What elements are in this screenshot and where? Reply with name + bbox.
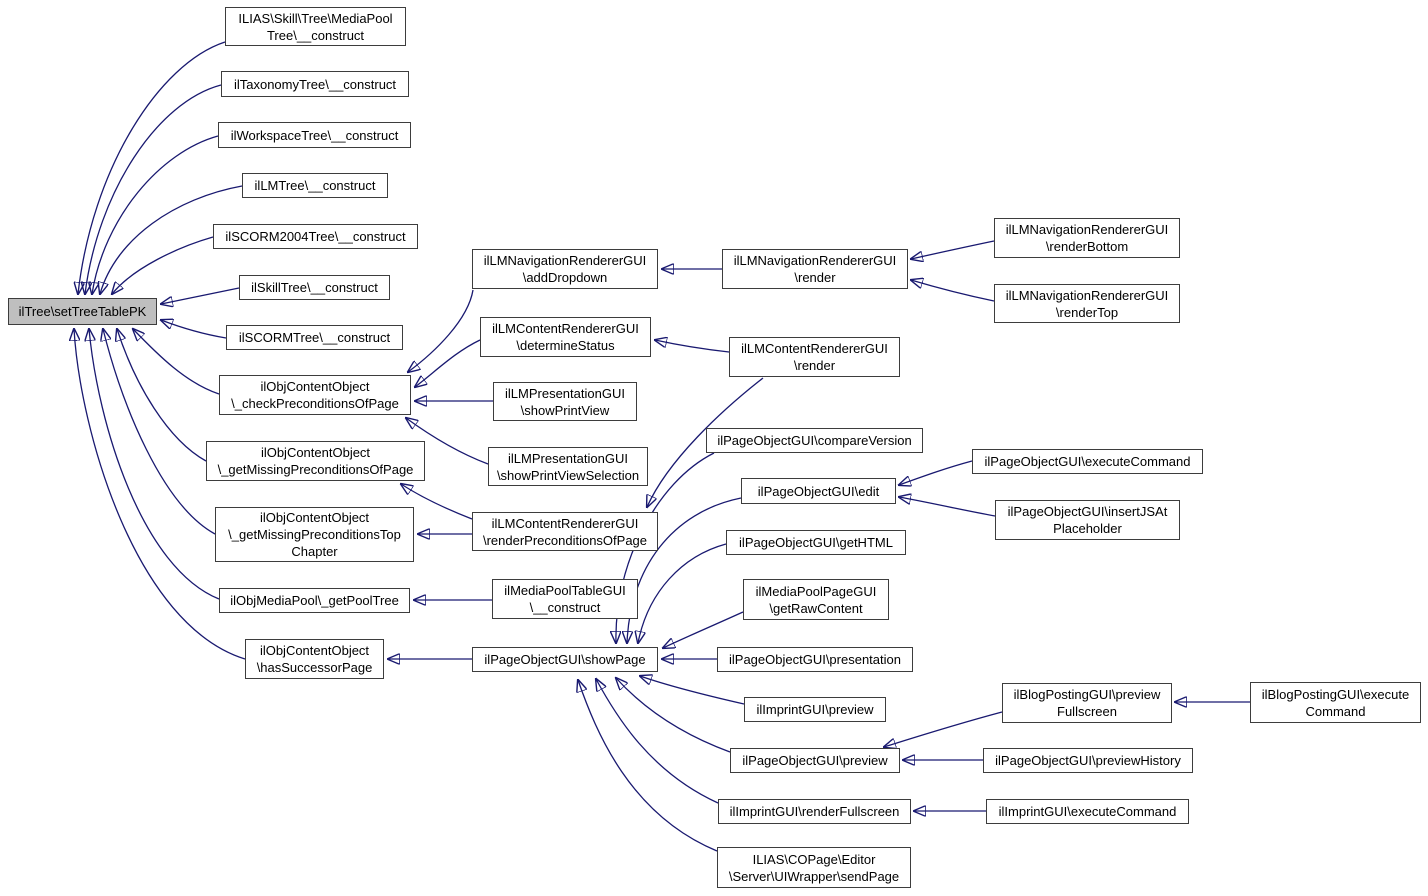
node-scorm2004-tree-construct[interactable]: [213, 224, 418, 249]
node-page-execute-command[interactable]: [972, 449, 1203, 474]
node-label-line: ilLMContentRendererGUI: [741, 341, 888, 356]
edge-get-missing-preconditions-of-page-to-root: [117, 329, 206, 461]
node-imprint-execute-command[interactable]: [986, 799, 1189, 824]
edge-page-execute-command-to-edit: [899, 461, 972, 485]
node-label-line: ilObjContentObject: [260, 445, 371, 460]
node-label-line: ilSCORM2004Tree\__construct: [225, 229, 406, 244]
node-media-pool-table-construct[interactable]: [492, 579, 638, 619]
node-label-line: ilPageObjectGUI\showPage: [484, 652, 646, 667]
node-label-line: ilSCORMTree\__construct: [238, 330, 391, 345]
node-label-line: ilLMContentRendererGUI: [492, 321, 639, 336]
node-label-line: ilImprintGUI\preview: [756, 702, 874, 717]
node-label-line: ilLMNavigationRendererGUI: [733, 253, 897, 268]
edge-taxonomy-tree-construct-to-root: [85, 85, 221, 294]
node-label-line: ilTree\setTreeTablePK: [18, 304, 147, 319]
node-get-missing-preconditions-top-chapter[interactable]: [215, 507, 414, 562]
node-label-line: \getRawContent: [769, 600, 863, 616]
node-label-line: ilPageObjectGUI\preview: [742, 753, 888, 768]
edge-imprint-preview-to-show-page: [640, 676, 744, 704]
node-label-line: ilImprintGUI\renderFullscreen: [729, 804, 900, 819]
node-scorm-tree-construct[interactable]: [226, 325, 403, 350]
edge-send-page-to-show-page: [578, 680, 717, 851]
node-label-line: ilPageObjectGUI\edit: [757, 483, 880, 499]
edge-page-preview-to-show-page: [616, 678, 730, 752]
node-label-line: Fullscreen: [1057, 704, 1117, 719]
node-label-line: ilPageObjectGUI\compareVersion: [717, 433, 912, 448]
node-label-line: ilMediaPoolPageGUI: [755, 583, 877, 599]
node-label-line: \showPrintViewSelection: [496, 467, 640, 483]
node-label-line: ilLMNavigationRendererGUI: [1005, 287, 1169, 303]
node-lm-nav-render-top[interactable]: [994, 284, 1180, 323]
node-label-line: Placeholder: [1053, 521, 1122, 536]
node-label-line: \_getMissingPreconditionsTop: [228, 527, 401, 542]
node-label-line: \showPrintView: [520, 402, 610, 418]
node-label-line: ilLMPresentationGUI: [505, 385, 625, 401]
edge-lm-content-render-to-determine-status: [655, 340, 729, 352]
edge-get-raw-content-to-show-page: [663, 612, 743, 648]
node-label-line: \renderPreconditionsOfPage: [482, 532, 648, 548]
node-label-line: ilPageObjectGUI\insertJSAt: [1007, 504, 1168, 519]
node-compare-version[interactable]: [706, 428, 923, 453]
node-label-line: \render: [793, 358, 836, 373]
node-label-line: ilObjContentObject: [260, 379, 370, 394]
node-add-dropdown[interactable]: [472, 249, 658, 289]
node-label-line: ilWorkspaceTree\__construct: [230, 127, 399, 143]
node-imprint-render-fullscreen[interactable]: [718, 799, 911, 824]
node-presentation[interactable]: [717, 647, 913, 672]
edge-determine-status-to-check-preconditions-of-page: [415, 340, 480, 387]
node-label-line: \_checkPreconditionsOfPage: [231, 396, 399, 411]
node-blog-preview-fullscreen[interactable]: [1002, 683, 1172, 723]
node-label-line: ilMediaPoolTableGUI: [504, 583, 626, 598]
node-determine-status[interactable]: [480, 317, 651, 357]
node-label-line: Tree\__construct: [266, 27, 365, 43]
node-label-line: \renderBottom: [1045, 239, 1129, 254]
edge-lm-nav-render-top-to-lm-nav-render: [911, 280, 994, 301]
node-label-line: \__construct: [529, 600, 601, 615]
node-label-line: ilPageObjectGUI\executeCommand: [984, 454, 1191, 469]
node-label-line: \addDropdown: [522, 270, 608, 285]
edge-skill-tree-construct-to-root: [161, 288, 239, 304]
node-preview-history[interactable]: [983, 748, 1193, 773]
node-label-line: ilBlogPostingGUI\execute: [1261, 686, 1410, 702]
node-label-line: ilBlogPostingGUI\preview: [1013, 687, 1161, 702]
node-label-line: \renderTop: [1055, 304, 1119, 320]
node-get-missing-preconditions-of-page[interactable]: [206, 441, 425, 481]
node-label-line: ilImprintGUI\executeCommand: [998, 804, 1177, 819]
node-label-line: ilObjMediaPool\_getPoolTree: [230, 593, 399, 608]
node-label-line: ilLMPresentationGUI: [508, 450, 628, 466]
edge-workspace-tree-construct-to-root: [92, 136, 218, 294]
edge-check-preconditions-of-page-to-root: [133, 329, 219, 394]
node-page-preview[interactable]: [730, 748, 900, 773]
node-get-pool-tree[interactable]: [219, 588, 410, 613]
edge-get-missing-preconditions-top-chapter-to-root: [103, 329, 215, 534]
node-label-line: ilPageObjectGUI\previewHistory: [995, 753, 1181, 768]
node-show-print-view[interactable]: [493, 382, 637, 421]
edge-lm-nav-render-bottom-to-lm-nav-render: [911, 241, 994, 259]
node-skill-tree-construct[interactable]: [239, 275, 390, 300]
node-label-line: ILIAS\Skill\Tree\MediaPool: [238, 10, 393, 26]
node-send-page[interactable]: [717, 847, 911, 888]
node-label-line: \determineStatus: [516, 338, 615, 353]
node-lm-nav-render[interactable]: [722, 249, 908, 289]
node-label-line: ilObjContentObject: [259, 510, 370, 525]
node-get-html[interactable]: [726, 530, 906, 555]
node-taxonomy-tree-construct[interactable]: [221, 71, 409, 97]
edge-add-dropdown-to-check-preconditions-of-page: [408, 290, 473, 372]
node-root: [8, 298, 157, 325]
node-label-line: ilPageObjectGUI\getHTML: [739, 535, 893, 550]
node-lm-tree-construct[interactable]: [242, 173, 388, 198]
node-imprint-preview[interactable]: [744, 697, 886, 722]
node-label-line: Command: [1305, 703, 1366, 719]
node-label-line: ILIAS\COPage\Editor: [752, 851, 876, 867]
node-label-line: ilLMNavigationRendererGUI: [1005, 222, 1169, 237]
node-blog-execute-command[interactable]: [1250, 682, 1421, 723]
node-label-line: \Server\UIWrapper\sendPage: [728, 868, 900, 884]
edge-imprint-render-fullscreen-to-show-page: [596, 679, 718, 803]
node-label-line: ilLMTree\__construct: [254, 178, 376, 193]
edge-insert-js-at-placeholder-to-edit: [899, 497, 995, 516]
edge-blog-preview-fullscreen-to-page-preview: [884, 712, 1002, 747]
node-has-successor-page[interactable]: [245, 639, 384, 679]
edge-scorm-tree-construct-to-root: [161, 320, 226, 338]
node-insert-js-at-placeholder[interactable]: [995, 500, 1180, 540]
node-skill-mediapool-tree-construct[interactable]: [225, 7, 406, 46]
node-check-preconditions-of-page[interactable]: [219, 375, 411, 415]
node-render-preconditions-of-page[interactable]: [472, 512, 658, 551]
node-label-line: ilObjContentObject: [259, 643, 370, 658]
node-show-print-view-selection[interactable]: [488, 447, 648, 486]
node-lm-content-render[interactable]: [729, 337, 900, 377]
node-edit[interactable]: [741, 478, 896, 504]
node-label-line: Chapter: [291, 544, 338, 559]
node-label-line: \hasSuccessorPage: [256, 660, 373, 675]
node-get-raw-content[interactable]: [743, 579, 889, 620]
edge-skill-mediapool-tree-construct-to-root: [78, 42, 225, 294]
node-label-line: ilLMContentRendererGUI: [491, 515, 639, 531]
node-label-line: ilSkillTree\__construct: [251, 280, 378, 295]
node-label-line: ilPageObjectGUI\presentation: [729, 652, 901, 667]
node-label-line: \render: [794, 270, 836, 285]
node-label-line: \_getMissingPreconditionsOfPage: [217, 462, 414, 477]
node-label-line: ilLMNavigationRendererGUI: [483, 253, 647, 268]
node-workspace-tree-construct[interactable]: [218, 122, 411, 148]
node-show-page[interactable]: [472, 647, 658, 672]
node-lm-nav-render-bottom[interactable]: [994, 218, 1180, 258]
node-label-line: ilTaxonomyTree\__construct: [233, 76, 397, 92]
